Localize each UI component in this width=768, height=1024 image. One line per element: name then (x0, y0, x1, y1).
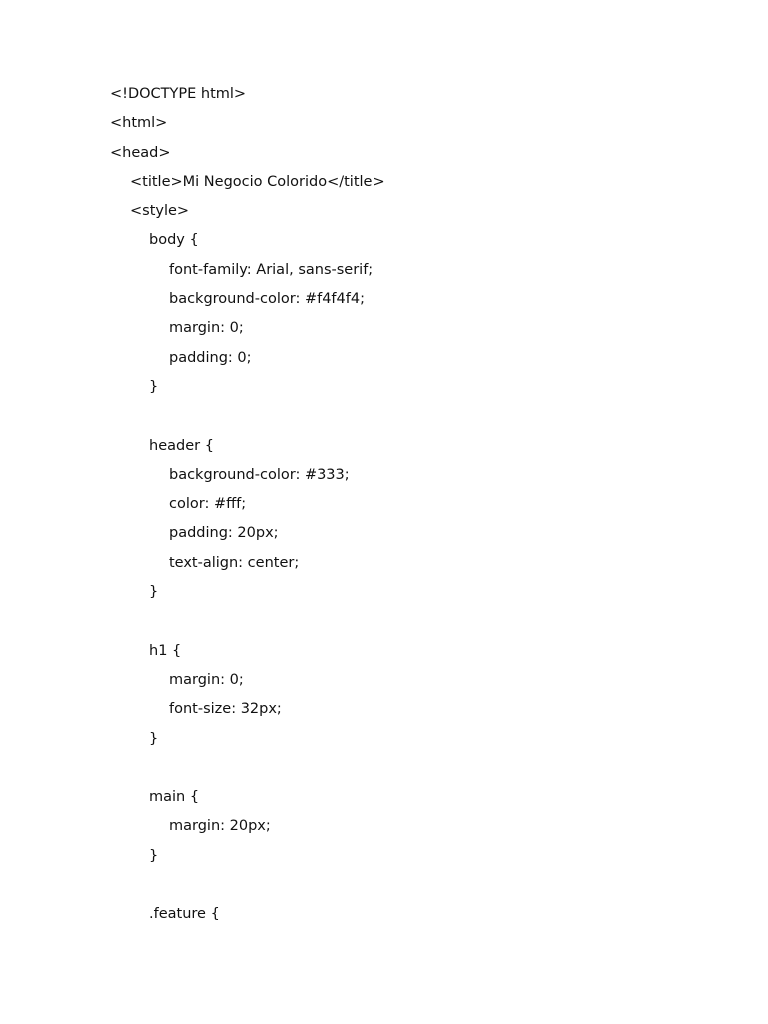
code-line-header-color: color: #fff; (169, 496, 247, 513)
code-line-main-selector: main { (149, 789, 200, 806)
code-line-h1-margin: margin: 0; (169, 671, 244, 688)
code-line-h1-font-size: font-size: 32px; (169, 701, 282, 718)
code-line-font-family: font-family: Arial, sans-serif; (169, 261, 374, 278)
code-line-header-text-align: text-align: center; (169, 554, 300, 571)
code-line-margin: margin: 0; (169, 320, 244, 337)
code-line-h1-selector: h1 { (149, 642, 182, 659)
code-line-header-selector: header { (149, 437, 214, 454)
code-line-background-color: background-color: #f4f4f4; (169, 291, 365, 308)
code-line-main-close: } (149, 847, 159, 864)
code-line-blank (110, 610, 385, 639)
code-line-main-margin: margin: 20px; (169, 818, 271, 835)
code-line-header-padding: padding: 20px; (169, 525, 279, 542)
code-listing (110, 83, 385, 933)
code-line-feature-selector: .feature { (149, 906, 220, 923)
code-line-style-open: <style> (130, 203, 190, 220)
code-line-header-close: } (149, 584, 159, 601)
code-line-body-close: } (149, 378, 159, 395)
code-line-header-background: background-color: #333; (169, 466, 350, 483)
code-line-doctype: <!DOCTYPE html> (110, 86, 247, 102)
code-line-body-selector: body { (149, 232, 199, 249)
code-line-html-open: <html> (110, 115, 168, 132)
code-line-blank (110, 405, 385, 434)
code-line-head-open: <head> (110, 144, 171, 161)
code-line-blank (110, 874, 385, 903)
code-line-h1-close: } (149, 730, 159, 747)
code-line-blank (110, 757, 385, 786)
code-line-padding: padding: 0; (169, 349, 252, 366)
code-line-title: <title>Mi Negocio Colorido</title> (130, 173, 385, 190)
